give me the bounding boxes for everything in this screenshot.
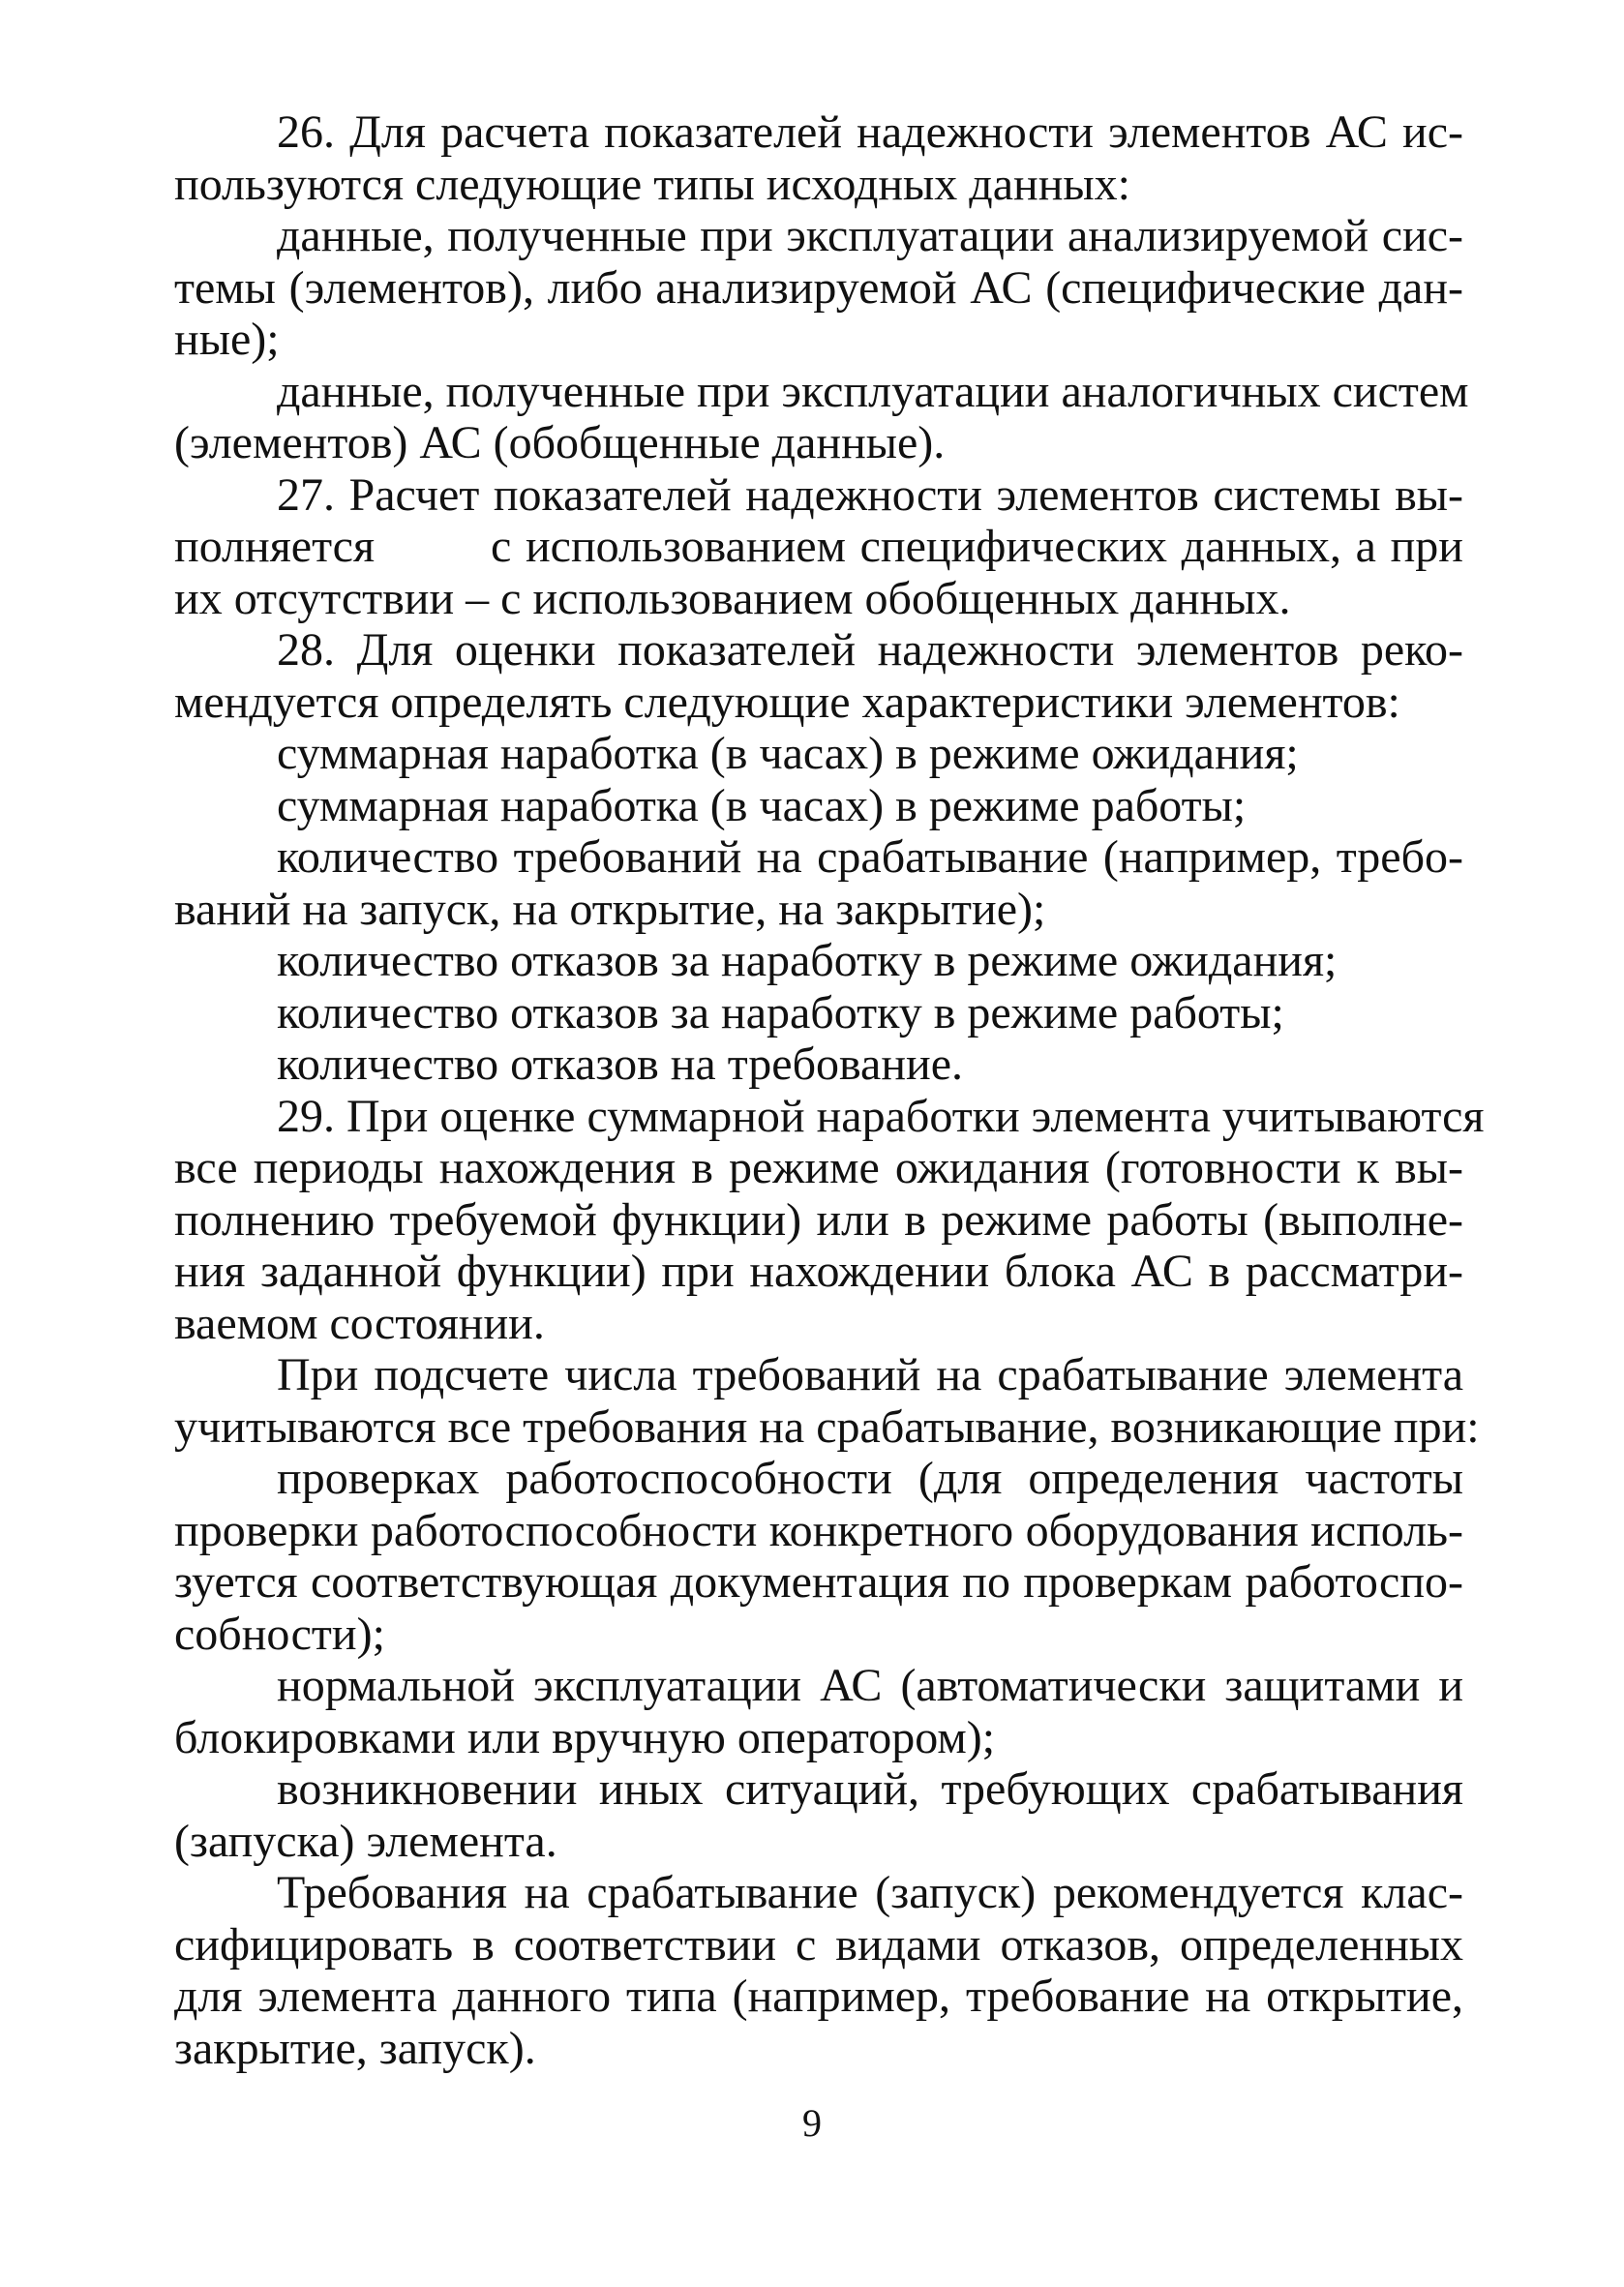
text-line: учитываются все требования на срабатывание, возникающие при: xyxy=(174,1400,1480,1453)
text-line: темы (элементов), либо анализируемой АС (специфические дан- xyxy=(174,261,1463,314)
text-line xyxy=(174,573,1463,625)
text-line: возникновении иных ситуаций, требующих срабатывания xyxy=(277,1763,1463,1815)
text-line: 29. При оценке суммарной наработки элемента учитываются xyxy=(277,1090,1485,1142)
text-line: суммарная наработка (в часах) в режиме ожидания; xyxy=(277,728,1299,779)
text-line: суммарная наработка (в часах) в режиме работы; xyxy=(277,779,1247,831)
text-line: полнению требуемой функции) или в режиме работы (выполне- xyxy=(174,1193,1463,1246)
text-line: блокировками или вручную оператором); xyxy=(174,1711,996,1763)
text-fragment: с использованием обобщенных данных. xyxy=(500,572,1291,624)
text-line xyxy=(174,521,1463,573)
text-line: для элемента данного типа (например, требование на открытие, xyxy=(174,1971,1463,2022)
text-fragment: полняется xyxy=(174,521,376,572)
text-line: количество отказов за наработку в режиме ожидания; xyxy=(277,935,1338,986)
text-fragment: с использованием специфических данных, а при xyxy=(491,521,1463,572)
text-line: (запуска) элемента. xyxy=(174,1815,557,1867)
text-line: собности); xyxy=(174,1608,385,1660)
text-line: сифицировать в соответствии с видами отказов, определенных xyxy=(174,1918,1463,1971)
text-line: количество отказов за наработку в режиме работы; xyxy=(277,986,1284,1038)
text-line: 28. Для оценки показателей надежности элементов реко- xyxy=(277,624,1463,676)
text-fragment: их отсутствии – xyxy=(174,572,490,624)
text-line: пользуются следующие типы исходных данных: xyxy=(174,158,1130,210)
text-line: нормальной эксплуатации АС (автоматически защитами и xyxy=(277,1660,1463,1711)
text-line: количество отказов на требование. xyxy=(277,1038,964,1090)
text-line: 26. Для расчета показателей надежности элементов АС ис- xyxy=(277,106,1463,158)
text-line: проверки работоспособности конкретного оборудования исполь- xyxy=(174,1504,1463,1556)
text-line: проверках работоспособности (для определения частоты xyxy=(277,1453,1463,1504)
text-line: ния заданной функции) при нахождении блока АС в рассматри- xyxy=(174,1246,1463,1297)
text-line: данные, полученные при эксплуатации анализируемой сис- xyxy=(277,210,1463,261)
body-text xyxy=(174,106,1485,2074)
text-line: (элементов) АС (обобщенные данные). xyxy=(174,417,946,468)
text-line: мендуется определять следующие характеристики элементов: xyxy=(174,676,1400,728)
text-line: ваний на запуск, на открытие, на закрытие); xyxy=(174,883,1046,935)
text-line: При подсчете числа требований на срабатывание элемента xyxy=(277,1349,1463,1400)
page-number: 9 xyxy=(802,2101,822,2145)
text-line: все периоды нахождения в режиме ожидания (готовности к вы- xyxy=(174,1142,1463,1193)
text-line: данные, полученные при эксплуатации аналогичных систем xyxy=(277,365,1469,417)
text-line: зуется соответствующая документация по проверкам работоспо- xyxy=(174,1556,1463,1608)
text-line: ные); xyxy=(174,314,280,365)
text-line: Требования на срабатывание (запуск) рекомендуется клас- xyxy=(277,1867,1463,1918)
text-line: закрытие, запуск). xyxy=(174,2022,536,2074)
text-line: 27. Расчет показателей надежности элементов системы вы- xyxy=(277,468,1463,521)
text-line: ваемом состоянии. xyxy=(174,1297,545,1349)
text-line: количество требований на срабатывание (например, требо- xyxy=(277,831,1463,883)
